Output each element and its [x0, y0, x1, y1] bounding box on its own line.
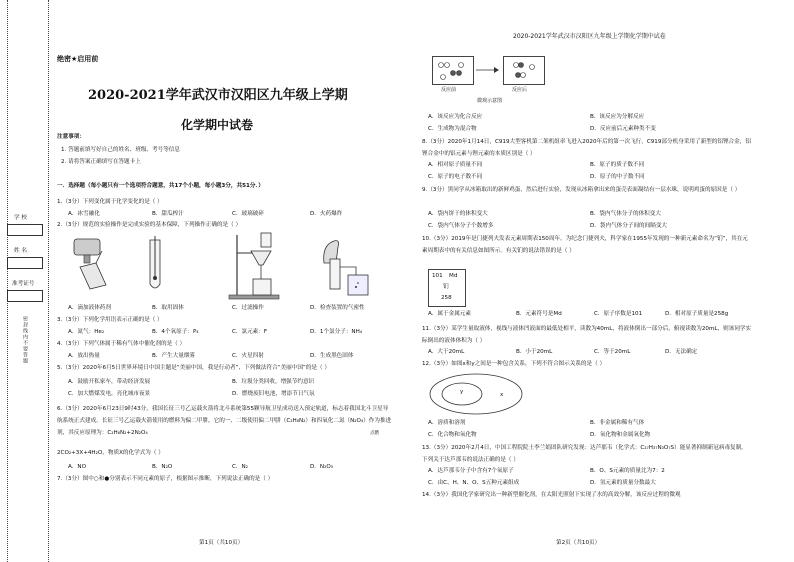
- school-label: 学 校: [14, 215, 27, 221]
- airtight-check-illustration: [316, 233, 376, 299]
- question-10: 10.（3分）2019年是门捷列夫发表元素周期表150周年。为纪念门捷列夫，科学家在1955年发现的一种新元素命名为“钔”，其在元素周期表中的有关信息如图所示。有关钔的说法错误的是（ ）: [422, 236, 748, 254]
- q13-option-c: C．由C、H、N、O、S五种元素组成: [428, 480, 520, 486]
- q4-option-b: B．产生大量烟雾: [152, 353, 195, 359]
- element-card: [428, 269, 466, 307]
- q7-option-b: B．该反应为分解反应: [590, 114, 645, 120]
- question-6-cont: 2CO₂+3X+4H₂O，物质X的化学式为（ ）: [57, 450, 164, 456]
- q6-option-d: D．N₂O₃: [310, 464, 333, 470]
- reaction-condition: 点燃: [370, 431, 379, 436]
- notice-2: 2. 请将答案正确填写在答题卡上: [61, 159, 141, 165]
- element-name: 钔: [443, 284, 449, 290]
- test-tube-illustration: [140, 236, 170, 298]
- element-number: 101: [432, 273, 443, 279]
- q4-option-a: A．放出热量: [68, 353, 100, 359]
- after-reaction-box: [503, 56, 545, 85]
- question-1: 1.（3分）下列变化属于化学变化的是（ ）: [57, 199, 163, 205]
- q9-option-b: B．袋内气体分子的体积变大: [590, 211, 661, 217]
- q8-option-d: D．原子的中子数不同: [590, 174, 645, 180]
- q12-option-a: A．溶质和溶剂: [428, 420, 466, 426]
- question-14: 14.（3分）我国化学家研究出一种新型催化剂，在太阳光照射下实现了水的高效分解，该反应过程的微观: [422, 492, 681, 498]
- q12-option-b: B．非金属和稀有气体: [590, 420, 645, 426]
- question-8: 8.（3分）2020年1月14日，C919大型客机第二架机组率飞进入2020年后的第一次飞行，C919部分机身采用了新型的铝锂合金，铝锂合金中的铝元素与锂元素的本质区别是（ ）: [422, 139, 751, 157]
- section-heading: 一．选择题（每小题只有一个选项符合题意，共17个小题，每小题3分，共51分．）: [57, 183, 264, 189]
- diagram-caption: 微观示意图: [477, 98, 503, 104]
- page-header: 2020-2021学年武汉市汉阳区九年级上学期化学期中试卷: [513, 33, 666, 40]
- binding-line-outer: [7, 0, 8, 562]
- question-13: 13.（3分）2020年2月4日，中国工程院院士李兰娟团队研究发现：达芦那韦（化学式：C₂₇H₃₇N₃O₇S）能显著抑制新冠病毒复制。下列关于达芦那韦的说法正确的是（ ）: [422, 445, 747, 463]
- q2-option-b: B．取用固体: [152, 305, 184, 311]
- reaction-arrow: [476, 66, 500, 74]
- q9-option-d: D．袋内气体分子间的间隔变大: [590, 223, 668, 229]
- q7-option-d: D．反应前后元素种类不变: [590, 126, 656, 132]
- q13-option-b: B．O、S元素的质量比为7：2: [590, 468, 665, 474]
- q10-option-a: A．属于金属元素: [428, 311, 471, 317]
- filter-stand-illustration: [225, 231, 287, 301]
- exam-no-field[interactable]: [7, 290, 43, 302]
- question-5: 5.（3分）2020年6月5日世界环境日中国主题是“美丽中国，我是行动者”，下列做法符合“美丽中国”的是（ ）: [57, 365, 330, 371]
- q8-option-a: A．相对原子质量不同: [428, 162, 483, 168]
- q3-option-b: B．4个氧原子：P₄: [152, 329, 199, 335]
- question-11: 11.（3分）某学生量取液体，视线与液体凹液面的最低处相平，读数为40mL，将液体倒出一部分后，俯视读数为20mL，则该同学实际倒出的液体体积为（ ）: [422, 326, 752, 344]
- question-12: 12.（3分）如图x和y之间是一种包含关系，下列不符合图示关系的是（ ）: [422, 361, 606, 367]
- element-mass: 258: [441, 295, 452, 301]
- page-title: 2020-2021学年武汉市汉阳区九年级上学期: [88, 88, 348, 103]
- q6-option-a: A．NO: [68, 464, 87, 470]
- q11-option-b: B．小于20mL: [516, 349, 553, 355]
- q13-option-d: D．氢元素的质量分数最大: [590, 480, 656, 486]
- notice-heading: 注意事项：: [57, 134, 85, 140]
- q5-option-a: A．鼓励开私家车，带动经济发展: [68, 379, 151, 385]
- secret-mark: 绝密★启用前: [57, 55, 99, 63]
- q3-option-c: C．氯元素：F: [232, 329, 268, 335]
- dropper-bottle-illustration: [62, 233, 122, 297]
- q12-option-d: D．氧化物和金属氧化物: [590, 432, 651, 438]
- q5-option-c: C．加大燃煤发电，亮化城市夜景: [68, 391, 151, 397]
- q6-option-c: C．N₂: [232, 464, 248, 470]
- q11-option-a: A．大于20mL: [428, 349, 465, 355]
- q4-option-c: C．火星四射: [232, 353, 264, 359]
- q1-option-c: C．玻璃破碎: [232, 211, 264, 217]
- venn-diagram: [428, 372, 524, 416]
- question-2: 2.（3分）规范的实验操作是完成实验的基本保障，下列操作正确的是（ ）: [57, 222, 242, 228]
- exam-no-label: 准考证号: [12, 281, 35, 287]
- question-7: 7.（3分）图中○和●分别表示不同元素的原子，根据图示推断，下列说法正确的是（ ）: [57, 476, 274, 482]
- q11-option-c: C．等于20mL: [594, 349, 631, 355]
- question-6: 6.（3分）2020年6月23日9时43分，我国长征三号乙运载火箭将北斗系统第55颗导航卫星成功送入预定轨道，标志着我国北斗卫星导航系统正式建成。长征三号乙运载火箭使用的燃料为偏二甲肼，它的一、二级使用偏二甲肼（C₂H₈N₂）和四氧化二氮（N₂O₄）作为推进剂，其反应原理为：C₂H₈N₂+2N₂O₄: [57, 406, 392, 436]
- question-9: 9.（3分）黑同学从冰箱取出的新鲜鸡蛋，然后进行实验，发现从冰箱拿出来的蛋壳表面凝结有一层水珠，说明鸡蛋的原因是（ ）: [422, 187, 741, 193]
- q1-option-a: A．冰雪融化: [68, 211, 100, 217]
- q4-option-d: D．生成黑色固体: [310, 353, 354, 359]
- question-3: 3.（3分）下列化学用语表示正确的是（ ）: [57, 317, 163, 323]
- q9-option-c: C．袋内气体分子个数增多: [428, 223, 494, 229]
- school-field[interactable]: [7, 224, 43, 236]
- right-page-footer: 第2页（共10页）: [556, 540, 601, 546]
- q2-option-d: D．检查装置的气密性: [310, 305, 365, 311]
- q9-option-a: A．袋内饼干的体积变大: [428, 211, 488, 217]
- before-label: 反应前: [441, 87, 457, 93]
- q2-option-a: A．滴加液体药剂: [68, 305, 111, 311]
- element-symbol: Md: [449, 273, 458, 279]
- q5-option-d: D．燃烧废旧电池，增添节日气氛: [232, 391, 315, 397]
- q7-option-a: A．该反应为化合反应: [428, 114, 483, 120]
- question-4: 4.（3分）下列气体属于稀有气体中催化剂的是（ ）: [57, 341, 186, 347]
- q11-option-d: D．无法确定: [665, 349, 698, 355]
- q2-option-c: C．过滤操作: [232, 305, 264, 311]
- seal-note: 密封线内不要答题: [22, 316, 28, 364]
- q3-option-a: A．氮气：He₂: [68, 329, 105, 335]
- q13-option-a: A．达芦那韦分子中含有7个氧原子: [428, 468, 514, 474]
- q7-option-c: C．生成物为混合物: [428, 126, 477, 132]
- venn-inner-label: y: [460, 389, 464, 395]
- q3-option-d: D．1个氯分子：NH₄: [310, 329, 363, 335]
- after-label: 反应后: [512, 87, 528, 93]
- notice-1: 1. 答题前填写好自己的姓名、班级、考号等信息: [61, 147, 180, 153]
- binding-line-inner: [48, 0, 49, 562]
- left-page-footer: 第1页（共10页）: [199, 540, 244, 546]
- q10-option-b: B．元素符号是Md: [516, 311, 562, 317]
- page-subtitle: 化学期中试卷: [181, 118, 254, 132]
- q10-option-c: C．原子序数是101: [594, 311, 643, 317]
- q1-option-d: D．火药爆炸: [310, 211, 343, 217]
- q5-option-b: B．垃圾分类回收，增强节约意识: [232, 379, 315, 385]
- q10-option-d: D．相对原子质量是258g: [665, 311, 729, 317]
- q8-option-c: C．原子的电子数不同: [428, 174, 483, 180]
- q1-option-b: B．甜瓜榨汁: [152, 211, 184, 217]
- before-reaction-box: [432, 56, 474, 85]
- q6-option-b: B．N₂O: [152, 464, 173, 470]
- q8-option-b: B．原子的质子数不同: [590, 162, 645, 168]
- venn-outer-label: x: [500, 392, 504, 398]
- name-field[interactable]: [7, 257, 43, 269]
- q12-option-c: C．化合物和氧化物: [428, 432, 477, 438]
- name-label: 姓 名: [14, 248, 27, 254]
